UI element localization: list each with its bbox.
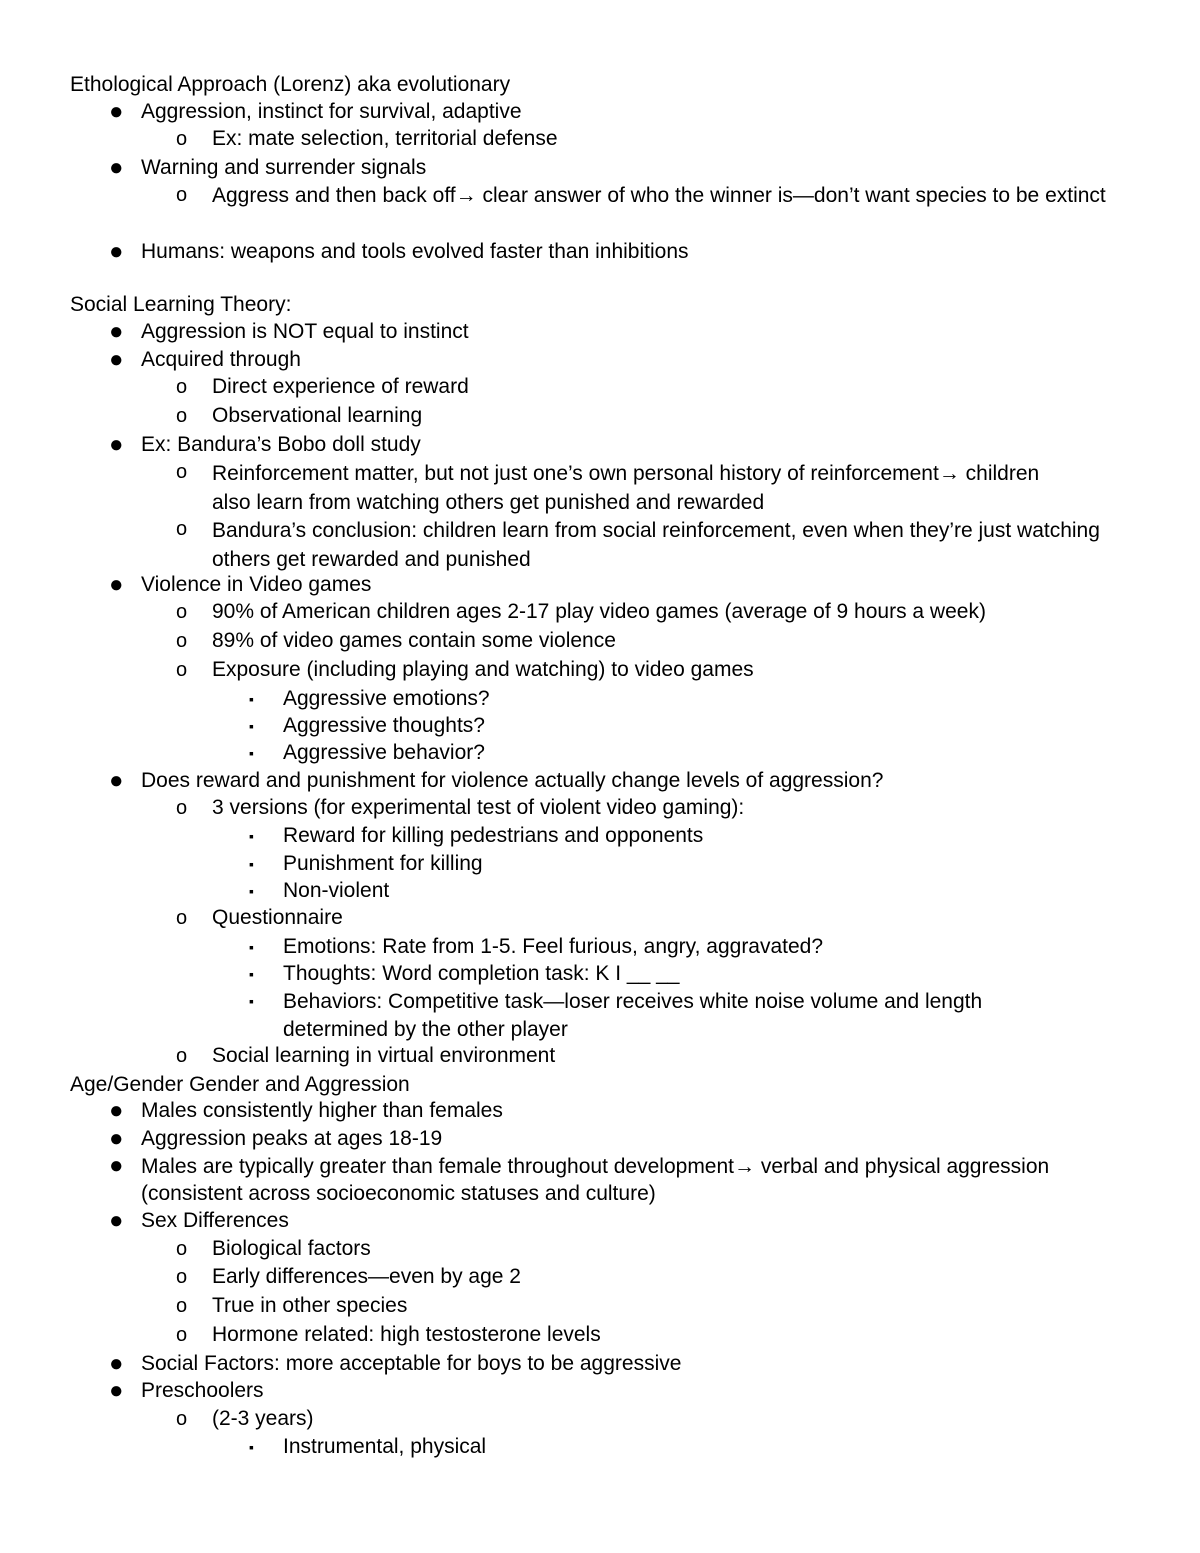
bullet-icon: ● [109,1377,124,1404]
list-item: o Hormone related: high testosterone levels [176,1323,601,1346]
list-item: ● Males are typically greater than female throughout development→ verbal and physical aggression (consistent across socioeconomic statuses and culture) [109,1152,1050,1205]
circle-bullet-icon: o [176,405,188,427]
list-item: o True in other species [176,1294,408,1317]
square-bullet-icon: ▪ [249,691,254,707]
circle-bullet-icon: o [176,128,188,150]
list-item: o Ex: mate selection, territorial defense [176,127,558,150]
square-bullet-icon: ▪ [249,939,254,955]
bullet-icon: ● [109,238,124,265]
list-item: ▪ Reward for killing pedestrians and opponents [249,824,704,847]
circle-bullet-icon: o [176,659,188,681]
bullet-icon: ● [109,98,124,125]
list-item: ▪ Aggressive behavior? [249,741,485,764]
list-item: ▪ Punishment for killing [249,852,483,875]
list-item: ● Males consistently higher than females [109,1097,503,1124]
list-item: o 3 versions (for experimental test of violent video gaming): [176,796,745,819]
square-bullet-icon: ▪ [249,856,254,872]
bullet-icon: ● [109,571,124,598]
list-item: o Questionnaire [176,906,343,929]
square-bullet-icon: ▪ [249,883,254,899]
list-item: ● Acquired through [109,346,301,373]
square-bullet-icon: ▪ [249,718,254,734]
bullet-icon: ● [109,1097,124,1124]
list-item: ● Violence in Video games [109,571,372,598]
circle-bullet-icon: o [176,518,188,540]
list-item: ● Warning and surrender signals [109,154,427,181]
list-item: ● Aggression, instinct for survival, adaptive [109,98,522,125]
list-item: o Observational learning [176,404,423,427]
circle-bullet-icon: o [176,184,188,206]
list-item: ● Ex: Bandura’s Bobo doll study [109,431,421,458]
bullet-icon: ● [109,1152,124,1179]
circle-bullet-icon: o [176,1295,188,1317]
bullet-icon: ● [109,431,124,458]
list-item: ▪ Behaviors: Competitive task—loser receives white noise volume and length determined by the other player [249,990,983,1041]
list-item: ▪ Thoughts: Word completion task: K I __ __ [249,962,680,985]
circle-bullet-icon: o [176,376,188,398]
circle-bullet-icon: o [176,1324,188,1346]
square-bullet-icon: ▪ [249,993,254,1009]
circle-bullet-icon: o [176,1266,188,1288]
list-item: ● Aggression is NOT equal to instinct [109,318,469,345]
list-item: ● Social Factors: more acceptable for boys to be aggressive [109,1350,682,1377]
section-heading-social-learning: Social Learning Theory: [70,293,292,316]
circle-bullet-icon: o [176,1238,188,1260]
circle-bullet-icon: o [176,1045,188,1067]
list-item: ● Sex Differences [109,1207,289,1234]
bullet-icon: ● [109,346,124,373]
circle-bullet-icon: o [176,461,188,483]
list-item: o Early differences—even by age 2 [176,1265,521,1288]
list-item: ● Preschoolers [109,1377,264,1404]
list-item: ▪ Non-violent [249,879,390,902]
section-heading-age-gender: Age/Gender Gender and Aggression [70,1073,410,1096]
bullet-icon: ● [109,318,124,345]
list-item: ● Does reward and punishment for violence actually change levels of aggression? [109,767,884,794]
list-item: o Biological factors [176,1237,371,1260]
circle-bullet-icon: o [176,797,188,819]
list-item: o Aggress and then back off→ clear answer of who the winner is—don’t want species to be extinct [176,184,1106,207]
list-item: o Bandura’s conclusion: children learn from social reinforcement, even when they’re just watching others get rewarded and punished [176,518,1100,571]
circle-bullet-icon: o [176,601,188,623]
list-item: ▪ Aggressive emotions? [249,687,490,710]
bullet-icon: ● [109,154,124,181]
list-item: ▪ Emotions: Rate from 1-5. Feel furious, angry, aggravated? [249,935,824,958]
list-item: ● Humans: weapons and tools evolved faster than inhibitions [109,238,689,265]
list-item: ▪ Aggressive thoughts? [249,714,485,737]
circle-bullet-icon: o [176,1408,188,1430]
list-item: o Social learning in virtual environment [176,1044,556,1067]
list-item: o Exposure (including playing and watching) to video games [176,658,754,681]
bullet-icon: ● [109,1125,124,1152]
bullet-icon: ● [109,1350,124,1377]
square-bullet-icon: ▪ [249,1439,254,1455]
list-item: o Reinforcement matter, but not just one’s own personal history of reinforcement→ children also learn from watching others get punished and rewarded [176,461,1040,514]
bullet-icon: ● [109,767,124,794]
list-item: ▪ Instrumental, physical [249,1435,487,1458]
list-item: o 90% of American children ages 2-17 play video games (average of 9 hours a week) [176,600,986,623]
square-bullet-icon: ▪ [249,745,254,761]
bullet-icon: ● [109,1207,124,1234]
section-heading-ethological: Ethological Approach (Lorenz) aka evolutionary [70,73,511,96]
list-item: o Direct experience of reward [176,375,469,398]
square-bullet-icon: ▪ [249,828,254,844]
circle-bullet-icon: o [176,630,188,652]
list-item: o (2-3 years) [176,1407,314,1430]
list-item: o 89% of video games contain some violence [176,629,616,652]
circle-bullet-icon: o [176,907,188,929]
list-item: ● Aggression peaks at ages 18-19 [109,1125,443,1152]
square-bullet-icon: ▪ [249,966,254,982]
